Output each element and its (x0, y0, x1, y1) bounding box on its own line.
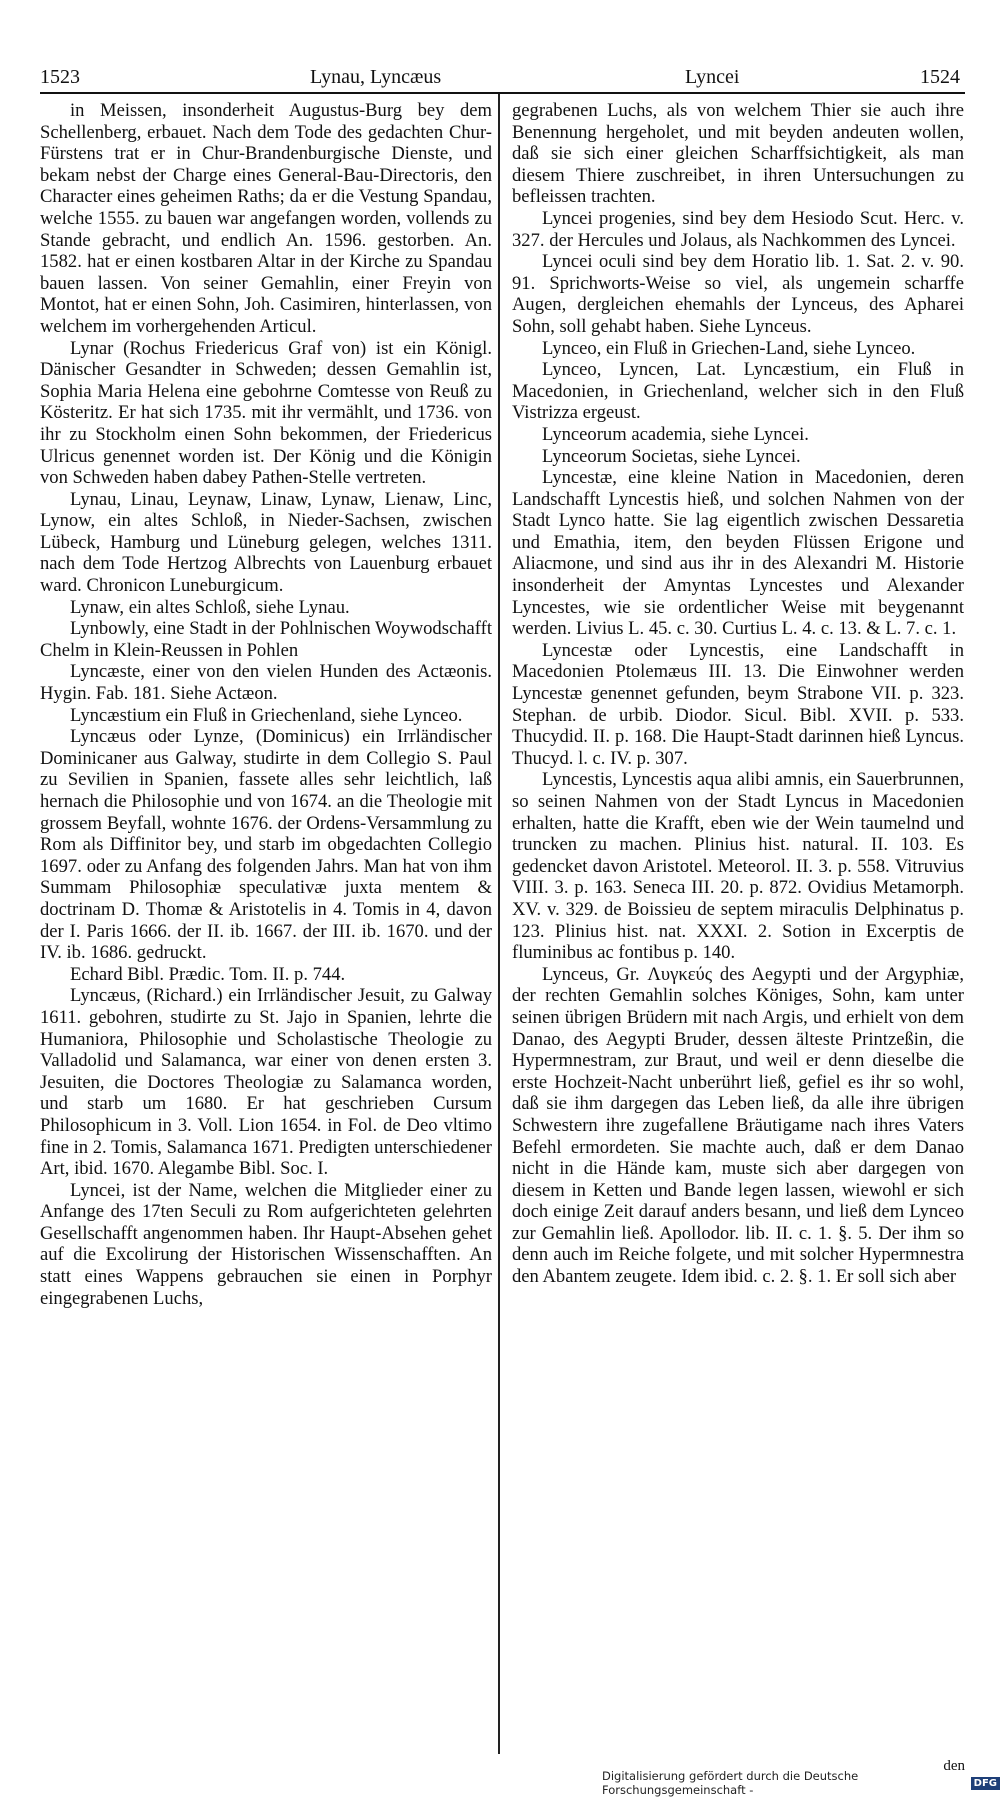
entry-paragraph: Lyncei progenies, sind bey dem Hesiodo Scut. Herc. v. 327. der Hercules und Jolaus, als Nachkommen des Lyncei. (512, 207, 964, 251)
page-header (40, 62, 960, 96)
entry-paragraph: Lyncei oculi sind bey dem Horatio lib. 1. Sat. 2. v. 90. 91. Sprichworts-Weise so viel, als ungemein scharffe Augen, dergleichen ehemahls der Lynceus, des Apharei Sohn, soll gehabt haben. Siehe Lynceus. (512, 251, 964, 337)
entry-paragraph: Echard Bibl. Prædic. Tom. II. p. 744. (70, 963, 346, 985)
entry-paragraph: Lynaw, ein altes Schloß, siehe Lynau. (70, 596, 350, 618)
header-rule (40, 92, 965, 94)
entry-paragraph: Lyncestæ oder Lyncestis, eine Landschafft in Macedonien Ptolemæus III. 13. Die Einwohner werden Lyncestæ genennet gefunden, beym Strabone VII. p. 323. Stephan. de urbib. Diodor. Sicul. Bibl. XVII. p. 533. Thucydid. II. p. 168. Die Haupt-Stadt darinnen hieß Lyncus. Thucyd. l. c. IV. p. 307. (512, 639, 964, 769)
entry-paragraph: Lyncæste, einer von den vielen Hunden des Actæonis. Hygin. Fab. 181. Siehe Actæon. (40, 661, 492, 705)
entry-paragraph: gegrabenen Luchs, als von welchem Thier sie auch ihre Benennung hergeholet, und mit beyden andeuten wollen, daß sie sich einer gleichen Scharffsichtigkeit, als man diesem Thiere zuschreibet, in ihren Untersuchungen zu befleissen trachten. (512, 100, 964, 208)
entry-paragraph: Lynau, Linau, Leynaw, Linaw, Lynaw, Lienaw, Linc, Lynow, ein altes Schloß, in Nieder-Sachsen, zwischen Lübeck, Hamburg und Lüneburg gelegen, welches 1311. nach dem Tode Hertzog Albrechts von Lauenburg erbauet ward. Chronicon Luneburgicum. (40, 488, 492, 597)
running-title-left: Lynau, Lyncæus (310, 66, 442, 88)
entry-paragraph: Lynceus, Gr. Λυγκεύς des Aegypti und der Argyphiæ, der rechten Gemahlin solches Königes, Sohn, kam unter seinen übrigen Brüdern mit nach Argis, und erhielt von dem Danao, des Aegypti Bruder, dessen älteste Printzeßin, die Hypermnestram, zur Braut, und weil er denn dieselbe die erste Hochzeit-Nacht unberührt ließ, gefiel es ihr so wohl, daß sie ihm dargegen das Leben ließ, da alle ihre übrigen Schwestern ihre zugefallene Bräutigame nach ihres Vaters Befehl ermordeten. Sie machte auch, daß er dem Danao nicht in die Hände kam, muste sich aber dargegen von diesem in Ketten und Bande legen lassen, wiewohl er sich doch einige Zeit darauf anders besann, und ließ dem Lynceo zur Gemahlin ließ. Apollodor. lib. II. c. 1. §. 5. Der ihm so denn auch im Reiche folgete, und mit solcher Hypermnestra den Abantem zeugete. Idem ibid. c. 2. §. 1. Er soll sich aber (512, 963, 964, 1288)
dfg-logo-icon: DFG (971, 1777, 1000, 1790)
entry-paragraph: Lynbowly, eine Stadt in der Pohlnischen Woywodschafft Chelm in Klein-Reussen in Pohlen (40, 618, 492, 661)
entry-paragraph: Lyncei, ist der Name, welchen die Mitglieder einer zu Anfange des 17ten Seculi zu Rom aufgerichteten gelehrten Gesellschafft angenommen haben. Ihr Haupt-Absehen gehet auf die Excolirung der Historischen Wissenschafften. An statt eines Wappens gebrauchen sie einen in Porphyr eingegrabenen Luchs, (40, 1179, 492, 1309)
entry-paragraph: Lyncæstium ein Fluß in Griechenland, siehe Lynceo. (70, 704, 463, 726)
left-column (40, 100, 492, 1309)
entry-paragraph: in Meissen, insonderheit Augustus-Burg bey dem Schellenberg, erbauet. Nach dem Tode des gedachten Chur-Fürstens trat er in Chur-Brandenburgische Dienste, und bekam nebst der Charge eines General-Bau-Directoris, den Character eines geheimen Raths; da er die Vestung Spandau, welche 1555. zu bauen war angefangen worden, vollends zu Stande gebracht, und endlich An. 1596. gestorben. An. 1582. hat er einen kostbaren Altar in der Kirche zu Spandau bauen lassen. Von seiner Gemahlin, einer Freyin von Montot, hat er einen Sohn, Joh. Casimiren, hinterlassen, von welchem im vorhergehenden Articul. (40, 100, 492, 337)
entry-paragraph: Lyncestis, Lyncestis aqua alibi amnis, ein Sauerbrunnen, so seinen Nahmen von der Stadt Lyncus in Macedonien erhalten, hatte die Krafft, eben wie der Wein taumelnd und truncken zu machen. Plinius hist. natural. II. 103. Es gedencket davon Aristotel. Meteorol. II. 3. p. 558. Vitruvius VIII. 3. p. 163. Seneca III. 20. p. 872. Ovidius Metamorph. XV. v. 329. de Boissieu de septem miraculis Delphinatus p. 123. Plinius hist. nat. XXXI. 2. Sotion in Excerptis de fluminibus ac fontibus p. 140. (512, 769, 964, 964)
column-divider (498, 94, 500, 1754)
entry-paragraph: Lyncæus, (Richard.) ein Irrländischer Jesuit, zu Galway 1611. gebohren, studirte zu St. Jajo in Spanien, lehrte die Humaniora, Philosophie und Scholastische Theologie zu Valladolid und Salamanca, war einer von denen ersten 3. Jesuiten, die Doctores Theologiæ zu Salamanca worden, und starb um 1680. Er hat geschrieben Cursum Philosophicum in 3. Voll. Lion 1654. in Fol. de Deo vltimo fine in 2. Tomis, Salamanca 1671. Predigten unterschiedener Art, ibid. 1670. Alegambe Bibl. Soc. I. (40, 985, 492, 1180)
catchword: den (943, 1758, 965, 1774)
entry-paragraph: Lynceorum Societas, siehe Lyncei. (542, 445, 801, 467)
entry-paragraph: Lyncestæ, eine kleine Nation in Macedonien, deren Landschafft Lyncestis hieß, und solchen Nahmen von der Stadt Lynco hatte. Sie lag eigentlich zwischen Dessaretia und Emathia, item, den beyden Flüssen Erigone und Aliacmone, und sind aus ihr in des Alexandri M. Historie insonderheit der Amyntas Lyncestes und Alexander Lyncestes, wie sie ordentlicher Weise mit beygenannt werden. Livius L. 45. c. 30. Curtius L. 4. c. 13. & L. 7. c. 1. (512, 467, 964, 640)
entry-paragraph: Lynceorum academia, siehe Lyncei. (542, 423, 809, 445)
entry-paragraph: Lynceo, Lyncen, Lat. Lyncæstium, ein Fluß in Macedonien, in Griechenland, welcher sich in den Fluß Vistrizza ergeust. (512, 359, 964, 424)
entry-paragraph: Lynar (Rochus Friedericus Graf von) ist ein Königl. Dänischer Gesandter in Schweden; dessen Gemahlin ist, Sophia Maria Helena eine gebohrne Comtesse von Reuß zu Kösteritz. Er hat sich 1735. mit ihr vermählt, und 1736. von ihr zu Stockholm einen Sohn bekommen, der Friedericus Ulricus genennet worden ist. Der König und die Königin von Schweden haben dabey Pathen-Stelle vertreten. (40, 337, 492, 489)
footer-text: Digitalisierung gefördert durch die Deutsche Forschungsgemeinschaft - (602, 1769, 859, 1797)
running-title-right: Lyncei (685, 66, 740, 88)
page-number-right: 1524 (920, 66, 960, 88)
digitization-footer (602, 1769, 1000, 1797)
right-column (512, 100, 964, 1288)
entry-paragraph: Lynceo, ein Fluß in Griechen-Land, siehe Lynceo. (542, 337, 916, 359)
entry-paragraph: Lyncæus oder Lynze, (Dominicus) ein Irrländischer Dominicaner aus Galway, studirte in dem Collegio S. Paul zu Sevilien in Spanien, fassete alles sehr leichtlich, laß hernach die Philosophie und von 1674. an die Theologie mit grossem Beyfall, wohnte 1676. der Ordens-Versammlung zu Rom als Diffinitor bey, und starb im obgedachten Collegio 1697. oder zu Anfang des folgenden Jahrs. Man hat von ihm Summam Philosophiæ speculativæ juxta mentem & doctrinam D. Thomæ & Aristotelis in 4. Tomis in 4, davon der I. Paris 1666. der II. ib. 1667. der III. ib. 1670. und der IV. ib. 1686. gedruckt. (40, 726, 492, 964)
page-number-left: 1523 (40, 66, 80, 88)
